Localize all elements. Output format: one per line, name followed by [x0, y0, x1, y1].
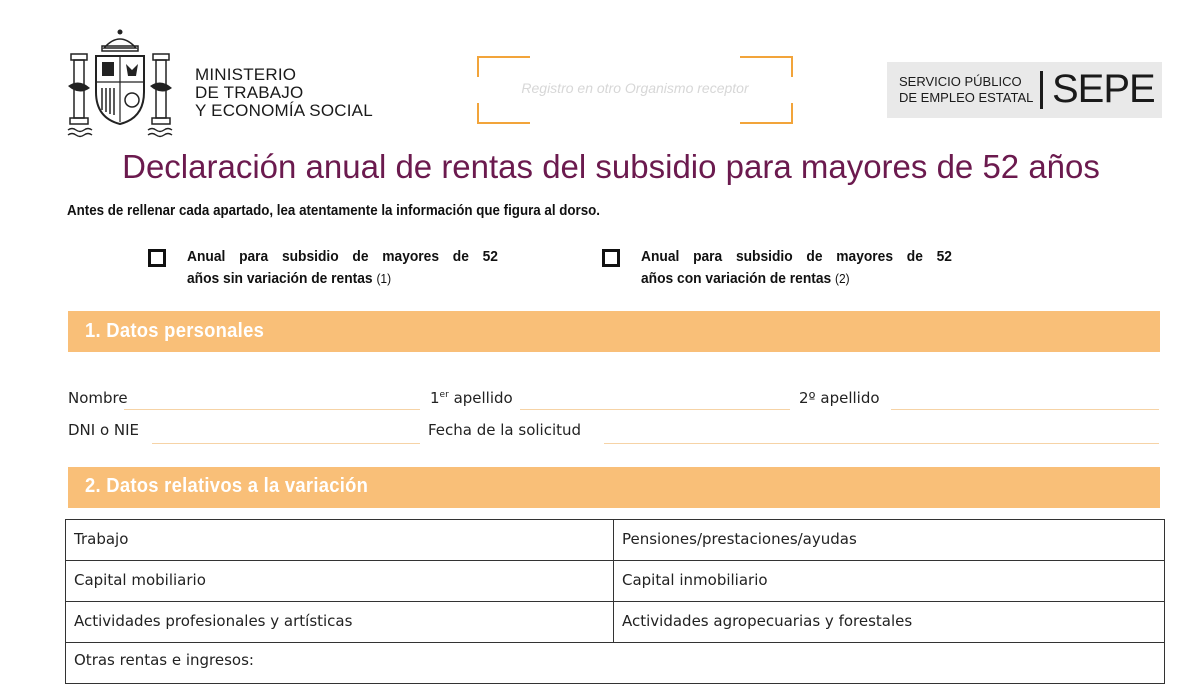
- option-2-line-2: años con variación de rentas: [641, 270, 832, 287]
- apellido2-field[interactable]: [891, 409, 1159, 410]
- variation-option-actividades-profesionales[interactable]: Actividades profesionales y artísticas: [66, 602, 614, 642]
- dni-field[interactable]: [152, 443, 420, 444]
- ministry-name: [195, 66, 373, 120]
- table-row: [66, 643, 1164, 683]
- sepe-logo-text: SEPE: [1052, 67, 1155, 111]
- table-row: [66, 561, 1164, 602]
- ministry-line-3: Y ECONOMÍA SOCIAL: [195, 101, 373, 120]
- sepe-full-name: [899, 74, 1033, 106]
- fecha-field[interactable]: [604, 443, 1159, 444]
- document-title: Declaración anual de rentas del subsidio para mayores de 52 años: [122, 148, 1100, 185]
- nombre-label: Nombre: [68, 389, 128, 407]
- apellido1-field[interactable]: [520, 409, 790, 410]
- variation-option-capital-mobiliario[interactable]: Capital mobiliario: [66, 561, 614, 601]
- option-label-without-variation: [187, 246, 498, 290]
- option-2-note: (2): [835, 271, 850, 286]
- dni-label: DNI o NIE: [68, 421, 140, 439]
- table-row: [66, 520, 1164, 561]
- option-checkbox-without-variation[interactable]: [148, 249, 166, 267]
- option-label-with-variation: [641, 246, 952, 290]
- variation-option-otras-rentas[interactable]: Otras rentas e ingresos:: [74, 651, 254, 669]
- apellido1-label: 1er apellido: [430, 389, 513, 407]
- variation-table: [65, 519, 1165, 684]
- sepe-line-2: DE EMPLEO ESTATAL: [899, 90, 1034, 105]
- variation-option-trabajo[interactable]: Trabajo: [66, 520, 614, 560]
- variation-option-actividades-agropecuarias[interactable]: Actividades agropecuarias y forestales: [622, 612, 913, 630]
- option-2-line-1: Anual para subsidio de mayores de 52: [641, 248, 952, 265]
- sepe-divider: [1040, 71, 1043, 109]
- apellido2-label: 2º apellido: [799, 389, 880, 407]
- ministry-line-1: MINISTERIO: [195, 65, 297, 84]
- sepe-line-1: SERVICIO PÚBLICO: [899, 74, 1022, 89]
- option-checkbox-with-variation[interactable]: [602, 249, 620, 267]
- nombre-field[interactable]: [124, 409, 420, 410]
- section-2-title: 2. Datos relativos a la variación: [85, 475, 369, 497]
- option-1-line-1: Anual para subsidio de mayores de 52: [187, 248, 498, 265]
- option-1-line-2: años sin variación de rentas: [187, 270, 373, 287]
- option-1-note: (1): [376, 271, 392, 286]
- section-1-title: 1. Datos personales: [85, 320, 265, 342]
- intro-instructions: Antes de rellenar cada apartado, lea atentamente la información que figura al dorso.: [67, 203, 601, 219]
- ministry-line-2: DE TRABAJO: [195, 83, 304, 102]
- registry-stamp-placeholder: Registro en otro Organismo receptor: [521, 80, 749, 96]
- table-row: [66, 602, 1164, 643]
- fecha-label: Fecha de la solicitud: [428, 421, 582, 439]
- variation-option-capital-inmobiliario[interactable]: Capital inmobiliario: [622, 571, 768, 589]
- variation-option-pensiones[interactable]: Pensiones/prestaciones/ayudas: [622, 530, 857, 548]
- coat-of-arms-logo: [64, 26, 176, 138]
